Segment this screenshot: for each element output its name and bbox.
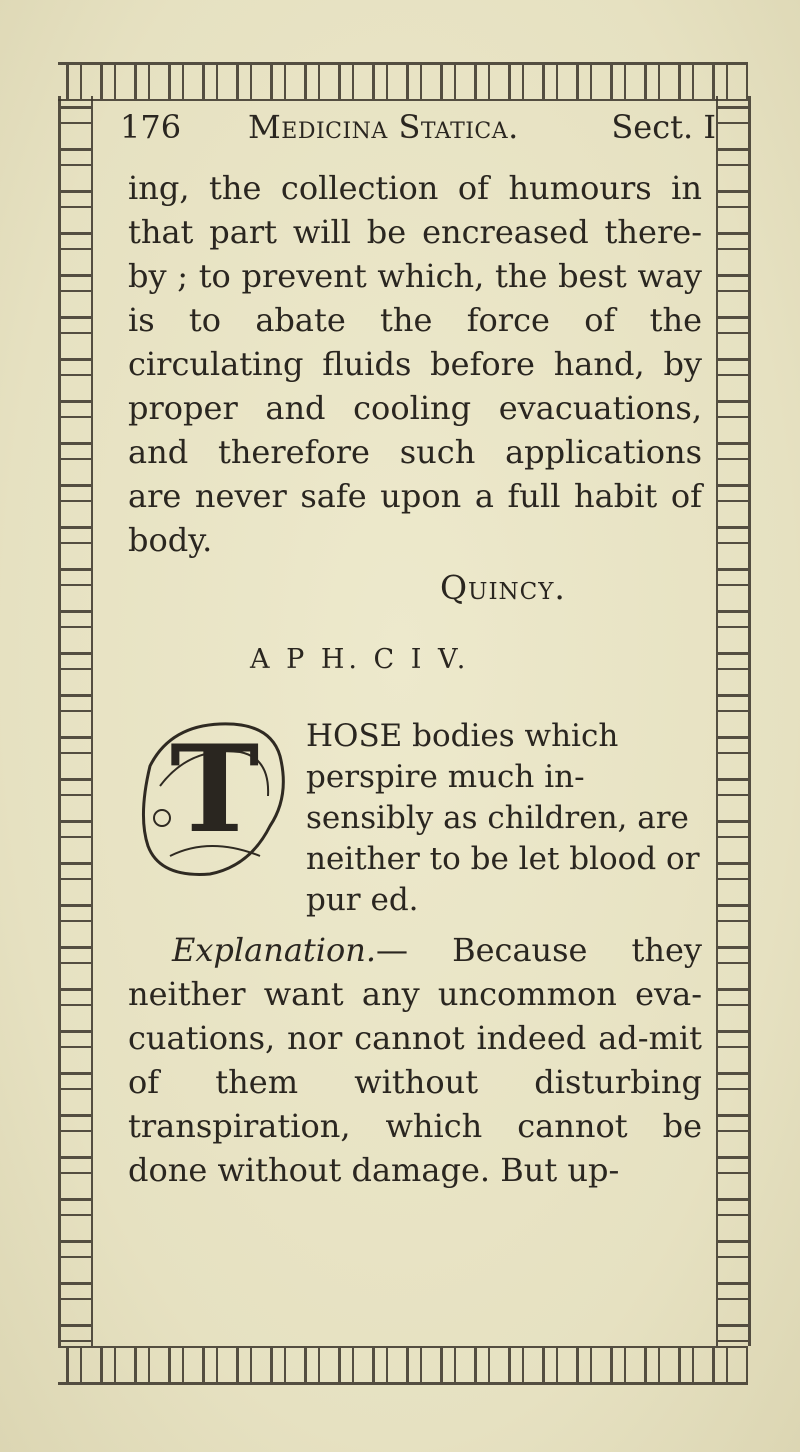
- ornamental-border-top: [58, 62, 748, 101]
- page-number: 176: [120, 108, 182, 146]
- paragraph-continued: ing, the collection of humours in that part will be encreased there-by ; to prevent which, the best way is to abate the force of the circulating fluids before hand, by proper and cooling evacuations, and therefore such applications are never safe upon a full habit of body.: [128, 169, 702, 559]
- section-label: Sect. I: [611, 108, 716, 146]
- explanation-lead: Explanation.: [172, 931, 377, 969]
- aphorism-heading: A P H. C I V.: [250, 644, 470, 675]
- ornamental-border-right: [716, 96, 751, 1346]
- decorated-initial: [130, 706, 296, 890]
- drop-cap-letter: T: [170, 719, 260, 860]
- explanation-paragraph: [128, 928, 702, 1192]
- ornamental-border-bottom: [58, 1346, 748, 1385]
- author-signature: Quincy.: [440, 568, 566, 607]
- page-header: [120, 108, 716, 154]
- ornamental-border-left: [58, 96, 93, 1346]
- aphorism-text: HOSE bodies which perspire much in-sensibly as children, are neither to be let blood or pur ed.: [306, 718, 700, 918]
- explanation-text: — Because they neither want any uncommon eva-cuations, nor cannot indeed ad-mit of them without disturbing transpiration, which cannot be done without damage. But up-: [128, 931, 702, 1189]
- running-title: Medicina Statica.: [248, 108, 519, 146]
